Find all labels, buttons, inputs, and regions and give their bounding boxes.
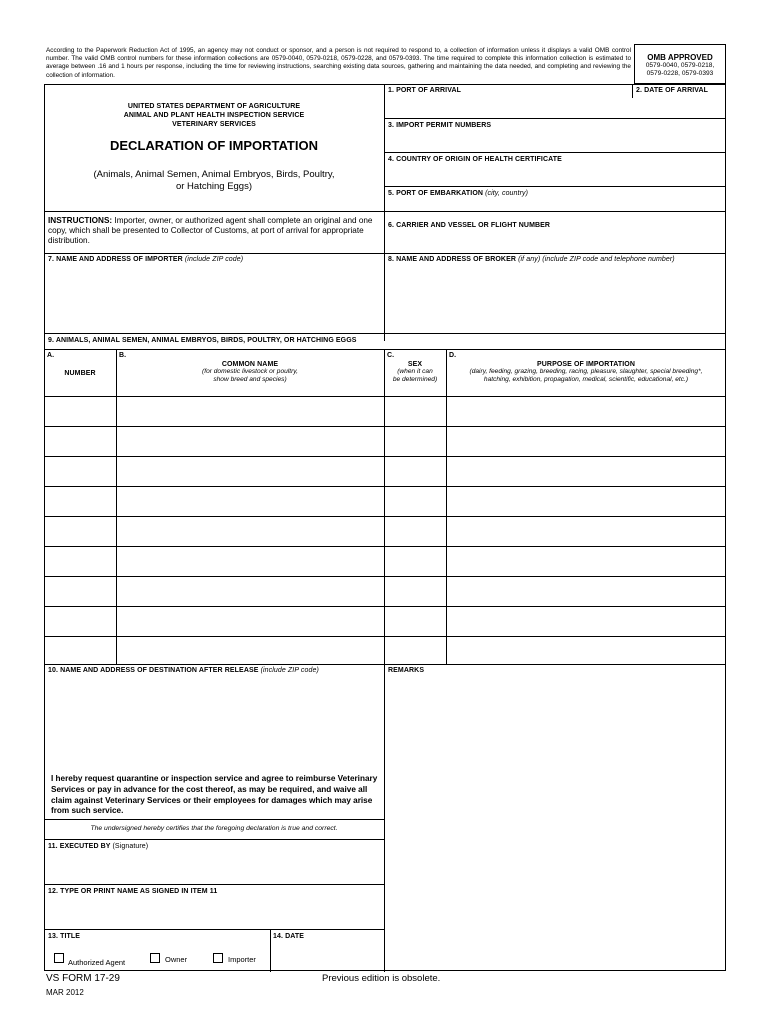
instructions-text: Importer, owner, or authorized agent shall complete an original and one copy, which shall be presented to Collector of Customs, at port of arrival for appropriate distribution. bbox=[48, 216, 373, 245]
col-d-header: PURPOSE OF IMPORTATION bbox=[537, 361, 635, 368]
agency-line-3: VETERINARY SERVICES bbox=[172, 121, 256, 128]
remarks-label: REMARKS bbox=[388, 667, 425, 674]
print-name-label: 12. TYPE OR PRINT NAME AS SIGNED IN ITEM 11 bbox=[48, 888, 218, 895]
omb-numbers-2: 0579-0228, 0579-0393 bbox=[646, 70, 714, 78]
table-row[interactable] bbox=[44, 636, 726, 637]
col-c-letter: C. bbox=[387, 352, 395, 359]
executed-by-label: 11. EXECUTED BY bbox=[48, 843, 111, 850]
obsolete-notice: Previous edition is obsolete. bbox=[322, 973, 441, 984]
instructions-label: INSTRUCTIONS: bbox=[48, 216, 113, 225]
form-date: MAR 2012 bbox=[46, 988, 84, 997]
col-b-note-2: show breed and species) bbox=[213, 376, 287, 384]
table-row[interactable] bbox=[44, 546, 726, 547]
remarks-input[interactable] bbox=[388, 680, 726, 969]
certify-text: The undersigned hereby certifies that the foregoing declaration is true and correct. bbox=[90, 825, 338, 832]
importer-checkbox[interactable] bbox=[213, 953, 223, 963]
destination-note: (include ZIP code) bbox=[260, 667, 319, 674]
table-row[interactable] bbox=[44, 576, 726, 577]
port-of-embarkation-input[interactable] bbox=[388, 202, 722, 214]
table-row[interactable] bbox=[44, 486, 726, 487]
agency-line-2: ANIMAL AND PLANT HEALTH INSPECTION SERVICE bbox=[123, 112, 305, 119]
import-permit-input[interactable] bbox=[388, 134, 722, 150]
col-c-note-1: (when it can bbox=[397, 368, 433, 375]
importer-label: 7. NAME AND ADDRESS OF IMPORTER bbox=[48, 256, 183, 263]
country-of-origin-input[interactable] bbox=[388, 168, 722, 184]
table-row[interactable] bbox=[44, 456, 726, 457]
form-subtitle-2: or Hatching Eggs) bbox=[175, 181, 253, 192]
date-of-arrival-input[interactable] bbox=[636, 100, 726, 116]
instructions bbox=[48, 216, 380, 246]
owner-label: Owner bbox=[165, 955, 188, 964]
broker-note: (if any) (include ZIP code and telephone number) bbox=[518, 256, 675, 263]
col-a-header: NUMBER bbox=[64, 370, 96, 377]
carrier-label: 6. CARRIER AND VESSEL OR FLIGHT NUMBER bbox=[388, 222, 551, 229]
print-name-input[interactable] bbox=[48, 902, 382, 924]
importer-label: Importer bbox=[228, 955, 256, 964]
import-permit-label: 3. IMPORT PERMIT NUMBERS bbox=[388, 122, 492, 129]
port-of-embarkation-label: 5. PORT OF EMBARKATION bbox=[388, 190, 484, 197]
col-a-letter: A. bbox=[47, 352, 55, 359]
col-c-header: SEX bbox=[407, 361, 423, 368]
country-of-origin-label: 4. COUNTRY OF ORIGIN OF HEALTH CERTIFICATE bbox=[388, 156, 562, 163]
authorized-agent-checkbox[interactable] bbox=[54, 953, 64, 963]
broker-label: 8. NAME AND ADDRESS OF BROKER bbox=[388, 256, 517, 263]
title-label: 13. TITLE bbox=[48, 933, 81, 940]
col-b-letter: B. bbox=[119, 352, 127, 359]
col-b-header: COMMON NAME bbox=[221, 361, 279, 368]
col-d-note-2: hatching, exhibition, propagation, medical, scientific, educational, etc.) bbox=[483, 376, 689, 384]
omb-box bbox=[634, 44, 726, 84]
col-d-letter: D. bbox=[449, 352, 457, 359]
col-c-note-2: be determined) bbox=[392, 376, 438, 384]
port-of-arrival-input[interactable] bbox=[388, 100, 632, 116]
agency-line-1: UNITED STATES DEPARTMENT OF AGRICULTURE bbox=[127, 103, 301, 110]
form-subtitle-1: (Animals, Animal Semen, Animal Embryos, Birds, Poultry, bbox=[93, 169, 335, 180]
date-of-arrival-label: 2. DATE OF ARRIVAL bbox=[636, 87, 709, 94]
omb-numbers-1: 0579-0040, 0579-0218, bbox=[645, 62, 715, 69]
date-label: 14. DATE bbox=[273, 933, 305, 940]
omb-title: OMB APPROVED bbox=[647, 53, 713, 62]
executed-by-note: (Signature) bbox=[112, 843, 149, 850]
destination-input[interactable] bbox=[48, 680, 382, 774]
table-row[interactable] bbox=[44, 516, 726, 517]
table-row[interactable] bbox=[44, 606, 726, 607]
request-text: I hereby request quarantine or inspection service and agree to reimburse Veterinary Services or pay in advance for the cost thereof, as may be required, and waive all claim against Veterinary Services or their employees for damages which may arise from such service. bbox=[51, 774, 378, 816]
form-title: DECLARATION OF IMPORTATION bbox=[110, 138, 318, 153]
signature-input[interactable] bbox=[48, 858, 382, 880]
importer-note: (include ZIP code) bbox=[184, 256, 244, 263]
col-b-note-1: (for domestic livestock or poultry, bbox=[202, 368, 298, 375]
destination-label: 10. NAME AND ADDRESS OF DESTINATION AFTER RELEASE bbox=[48, 667, 259, 674]
carrier-input[interactable] bbox=[388, 234, 722, 250]
port-of-arrival-label: 1. PORT OF ARRIVAL bbox=[388, 87, 461, 94]
owner-checkbox[interactable] bbox=[150, 953, 160, 963]
section-9-label: 9. ANIMALS, ANIMAL SEMEN, ANIMAL EMBRYOS, BIRDS, POULTRY, OR HATCHING EGGS bbox=[48, 337, 357, 344]
table-row[interactable] bbox=[44, 426, 726, 427]
importer-input[interactable] bbox=[48, 268, 382, 338]
form-number: VS FORM 17-29 bbox=[46, 973, 120, 984]
port-of-embarkation-note: (city, country) bbox=[485, 190, 529, 197]
date-input[interactable] bbox=[273, 946, 383, 968]
col-d-note-1: (dairy, feeding, grazing, breeding, racing, pleasure, slaughter, special breeding*, bbox=[469, 368, 703, 375]
broker-input[interactable] bbox=[388, 268, 722, 338]
paperwork-notice: According to the Paperwork Reduction Act of 1995, an agency may not conduct or sponsor, and a person is not required to respond to, a collection of information unless it displays a valid OMB control number. The valid OMB control numbers for these information collections are 0579-0040, 0579-0218, 0579-0228, and 0579-0393. The time required to complete this information collection is estimated to average between .16 and 1 hours per response, including the time for reviewing instructions, searching existing data sources, gathering and maintaining the data needed, and completing and reviewing the collection of information. bbox=[46, 47, 631, 79]
agency-block bbox=[44, 102, 384, 129]
authorized-agent-label: Authorized Agent bbox=[68, 958, 126, 967]
